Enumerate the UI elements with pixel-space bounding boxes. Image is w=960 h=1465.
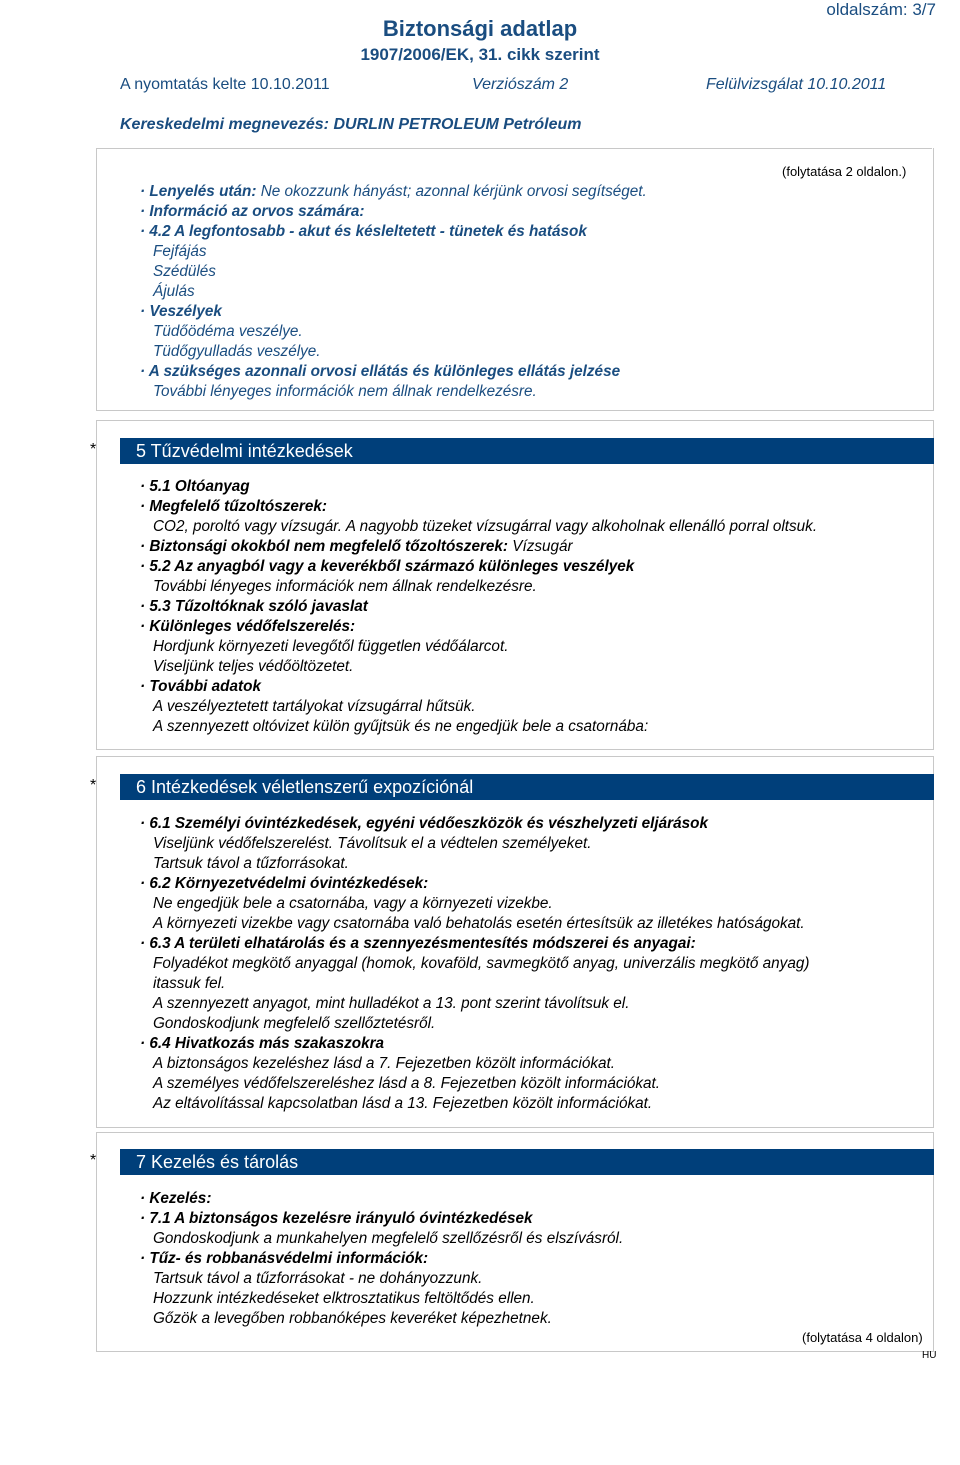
section5-title-bar: 5 Tűzvédelmi intézkedések bbox=[120, 438, 934, 464]
heading-6-3: · 6.3 A területi elhatárolás és a szennyezésmentesítés módszerei és anyagai: bbox=[140, 935, 696, 952]
further-data-2: A szennyezett oltóvizet külön gyűjtsük és ne engedjük bele a csatornába: bbox=[153, 718, 649, 735]
heading-4-3: · A szükséges azonnali orvosi ellátás és különleges ellátás jelzése bbox=[140, 363, 621, 380]
s6-text-1: Viseljünk védőfelszerelést. Távolítsuk el a védtelen személyeket. bbox=[153, 835, 592, 852]
equipment-text-2: Viseljünk teljes védőöltözetet. bbox=[153, 658, 354, 675]
further-data-1: A veszélyeztetett tartályokat vízsugárral hűtsük. bbox=[153, 698, 476, 715]
swallow-line bbox=[140, 182, 647, 202]
heading-5-3: · 5.3 Tűzoltóknak szóló javaslat bbox=[140, 598, 368, 615]
hazard-lung-edema: Tüdőödéma veszélye. bbox=[153, 323, 303, 340]
section7-title-bar: 7 Kezelés és tárolás bbox=[120, 1149, 934, 1175]
revision-date: Felülvizsgálat 10.10.2011 bbox=[706, 76, 887, 93]
unsuitable-extinguishers-line bbox=[140, 537, 573, 557]
heading-5-2: · 5.2 Az anyagból vagy a keverékből származó különleges veszélyek bbox=[140, 558, 635, 575]
trade-name: Kereskedelmi megnevezés: DURLIN PETROLEUM Petróleum bbox=[120, 116, 582, 133]
hazard-pneumonia: Tüdőgyulladás veszélye. bbox=[153, 343, 321, 360]
symptom-headache: Fejfájás bbox=[153, 243, 207, 260]
s6-text-11: Az eltávolítással kapcsolatban lásd a 13. Fejezetben közölt információkat. bbox=[153, 1095, 653, 1112]
page-number: oldalszám: 3/7 bbox=[826, 0, 936, 19]
heading-7-1: · 7.1 A biztonságos kezelésre irányuló óvintézkedések bbox=[140, 1210, 533, 1227]
s6-text-6: itassuk fel. bbox=[153, 975, 226, 992]
s7-text-2: Tartsuk távol a tűzforrásokat - ne dohányozzunk. bbox=[153, 1270, 483, 1287]
symptom-dizziness: Szédülés bbox=[153, 263, 216, 280]
s6-text-10: A személyes védőfelszereléshez lásd a 8. Fejezetben közölt információkat. bbox=[153, 1075, 661, 1092]
heading-6-1: · 6.1 Személyi óvintézkedések, egyéni védőeszközök és vészhelyzeti eljárások bbox=[140, 815, 708, 832]
symptom-fainting: Ájulás bbox=[153, 283, 195, 300]
continued-to-label: (folytatása 4 oldalon) bbox=[802, 1330, 923, 1345]
language-code: HU bbox=[922, 1350, 937, 1361]
s6-text-3: Ne engedjük bele a csatornába, vagy a környezeti vizekbe. bbox=[153, 895, 553, 912]
handling-heading: · Kezelés: bbox=[140, 1190, 212, 1207]
heading-4-2: · 4.2 A legfontosabb - akut és késleltetett - tünetek és hatások bbox=[140, 223, 587, 240]
section6-title-bar: 6 Intézkedések véletlenszerű expozíciónál bbox=[120, 774, 934, 800]
hazards-heading: · Veszélyek bbox=[140, 303, 222, 320]
s6-text-5: Folyadékot megkötő anyaggal (homok, kovaföld, savmegkötő anyag, univerzális megkötő anyag) bbox=[153, 955, 810, 972]
suitable-extinguishers: · Megfelelő tűzoltószerek: bbox=[140, 498, 327, 515]
section5-changed-marker: * bbox=[90, 441, 97, 458]
unsuitable-text: Vízsugár bbox=[508, 538, 573, 555]
continued-from-label: (folytatása 2 oldalon.) bbox=[782, 164, 907, 179]
special-equipment: · Különleges védőfelszerelés: bbox=[140, 618, 356, 635]
doctor-info: · Információ az orvos számára: bbox=[140, 203, 365, 220]
s6-text-4: A környezeti vizekbe vagy csatornába való behatolás esetén értesítsük az illetékes hatóságokat. bbox=[153, 915, 805, 932]
s6-text-7: A szennyezett anyagot, mint hulladékot a 13. pont szerint távolítsuk el. bbox=[153, 995, 630, 1012]
heading-6-4: · 6.4 Hivatkozás más szakaszokra bbox=[140, 1035, 385, 1052]
fire-explosion-heading: · Tűz- és robbanásvédelmi információk: bbox=[140, 1250, 429, 1267]
unsuitable-label: · Biztonsági okokból nem megfelelő tőzoltószerek: bbox=[140, 538, 509, 555]
s7-text-1: Gondoskodjunk a munkahelyen megfelelő szellőzésről és elszívásról. bbox=[153, 1230, 624, 1247]
section7-changed-marker: * bbox=[90, 1152, 97, 1169]
no-further-info-2: További lényeges információk nem állnak rendelkezésre. bbox=[153, 578, 537, 595]
document-regulation: 1907/2006/EK, 31. cikk szerint bbox=[360, 45, 600, 64]
version: Verziószám 2 bbox=[472, 76, 569, 93]
s6-text-2: Tartsuk távol a tűzforrásokat. bbox=[153, 855, 349, 872]
section6-changed-marker: * bbox=[90, 777, 97, 794]
heading-5-1: · 5.1 Oltóanyag bbox=[140, 478, 250, 495]
heading-6-2: · 6.2 Környezetvédelmi óvintézkedések: bbox=[140, 875, 429, 892]
s7-text-4: Gőzök a levegőben robbanóképes keveréket képezhetnek. bbox=[153, 1310, 552, 1327]
s6-text-8: Gondoskodjunk megfelelő szellőztetésről. bbox=[153, 1015, 436, 1032]
extinguishers-text: CO2, poroltó vagy vízsugár. A nagyobb tüzeket vízsugárral vagy alkoholnak ellenálló porral oltsuk. bbox=[153, 518, 818, 535]
no-further-info-1: További lényeges információk nem állnak rendelkezésre. bbox=[153, 383, 537, 400]
swallow-text: Ne okozzunk hányást; azonnal kérjünk orvosi segítséget. bbox=[256, 183, 647, 200]
print-date: A nyomtatás kelte 10.10.2011 bbox=[120, 76, 330, 93]
s6-text-9: A biztonságos kezeléshez lásd a 7. Fejezetben közölt információkat. bbox=[153, 1055, 615, 1072]
s7-text-3: Hozzunk intézkedéseket elktrosztatikus feltöltődés ellen. bbox=[153, 1290, 535, 1307]
equipment-text-1: Hordjunk környezeti levegőtől független védőálarcot. bbox=[153, 638, 509, 655]
document-title: Biztonsági adatlap bbox=[382, 16, 578, 41]
swallow-label: · Lenyelés után: bbox=[140, 183, 257, 200]
further-data-heading: · További adatok bbox=[140, 678, 261, 695]
